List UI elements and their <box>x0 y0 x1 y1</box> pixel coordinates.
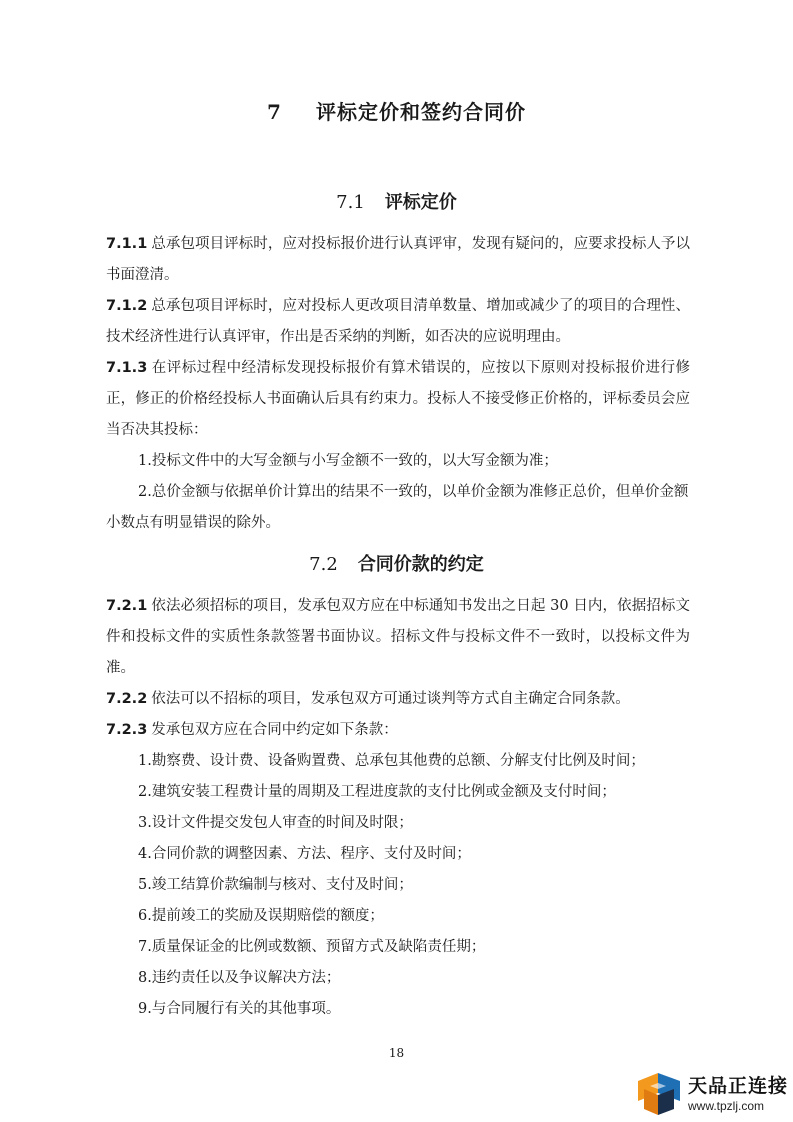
clause-number: 7.1.2 <box>106 298 148 314</box>
section-number: 7.1 <box>336 192 365 213</box>
clause-text: 总承包项目评标时，应对投标人更改项目清单数量、增加或减少了的项目的合理性、技术经济性进行认真评审，作出是否采纳的判断，如否决的应说明理由。 <box>106 298 690 345</box>
watermark-name: 天品正连接 <box>688 1074 789 1097</box>
list-item: 2.建筑安装工程费计量的周期及工程进度款的支付比例或金额及支付时间； <box>138 784 616 800</box>
list-item: 6.提前竣工的奖励及误期赔偿的额度； <box>138 908 384 924</box>
section-title-7-1 <box>0 188 793 214</box>
chapter-title <box>0 96 793 125</box>
clause-7-2-3 <box>106 715 690 746</box>
clause-7-1-3 <box>106 353 690 446</box>
section-title-text: 评标定价 <box>384 192 457 213</box>
list-item: 9.与合同履行有关的其他事项。 <box>138 1001 341 1017</box>
chapter-number: 7 <box>267 100 282 124</box>
clause-number: 7.2.3 <box>106 722 148 738</box>
section-number: 7.2 <box>309 554 338 575</box>
cube-logo-icon <box>636 1071 682 1117</box>
clause-text: 在评标过程中经清标发现投标报价有算术错误的，应按以下原则对投标报价进行修正，修正的价格经投标人书面确认后具有约束力。投标人不接受修正价格的，评标委员会应当否决其投标： <box>106 360 690 438</box>
clause-text: 总承包项目评标时，应对投标报价进行认真评审，发现有疑问的，应要求投标人予以书面澄清。 <box>106 236 690 283</box>
watermark <box>636 1070 788 1118</box>
clause-text: 依法必须招标的项目，发承包双方应在中标通知书发出之日起 30 日内，依据招标文件和投标文件的实质性条款签署书面协议。招标文件与投标文件不一致时，以投标文件为准。 <box>106 598 690 676</box>
clause-number: 7.1.1 <box>106 236 148 252</box>
clause-text: 依法可以不招标的项目，发承包双方可通过谈判等方式自主确定合同条款。 <box>151 691 630 707</box>
section-title-text: 合同价款的约定 <box>357 554 484 575</box>
list-item: 1.勘察费、设计费、设备购置费、总承包其他费的总额、分解支付比例及时间； <box>138 753 645 769</box>
watermark-url: www.tpzlj.com <box>688 1098 765 1113</box>
clause-7-1-1 <box>106 229 690 291</box>
clause-number: 7.1.3 <box>106 360 148 376</box>
list-item: 8.违约责任以及争议解决方法； <box>138 970 341 986</box>
page-number: 18 <box>388 1046 405 1060</box>
clause-7-2-1 <box>106 591 690 684</box>
list-item: 2.总价金额与依据单价计算出的结果不一致的，以单价金额为准修正总价，但单价金额小数点有明显错误的除外。 <box>106 484 689 531</box>
clause-7-1-2 <box>106 291 690 353</box>
chapter-title-text: 评标定价和签约合同价 <box>315 100 526 124</box>
list-item: 4.合同价款的调整因素、方法、程序、支付及时间； <box>138 846 471 862</box>
list-item: 3.设计文件提交发包人审查的时间及时限； <box>138 815 413 831</box>
clause-number: 7.2.2 <box>106 691 148 707</box>
list-item: 7.质量保证金的比例或数额、预留方式及缺陷责任期； <box>138 939 486 955</box>
clause-number: 7.2.1 <box>106 598 148 614</box>
section-title-7-2 <box>0 550 793 576</box>
clause-text: 发承包双方应在合同中约定如下条款： <box>151 722 398 738</box>
list-item: 1.投标文件中的大写金额与小写金额不一致的，以大写金额为准； <box>138 453 558 469</box>
list-item: 5.竣工结算价款编制与核对、支付及时间； <box>138 877 413 893</box>
clause-7-2-2 <box>106 684 690 715</box>
